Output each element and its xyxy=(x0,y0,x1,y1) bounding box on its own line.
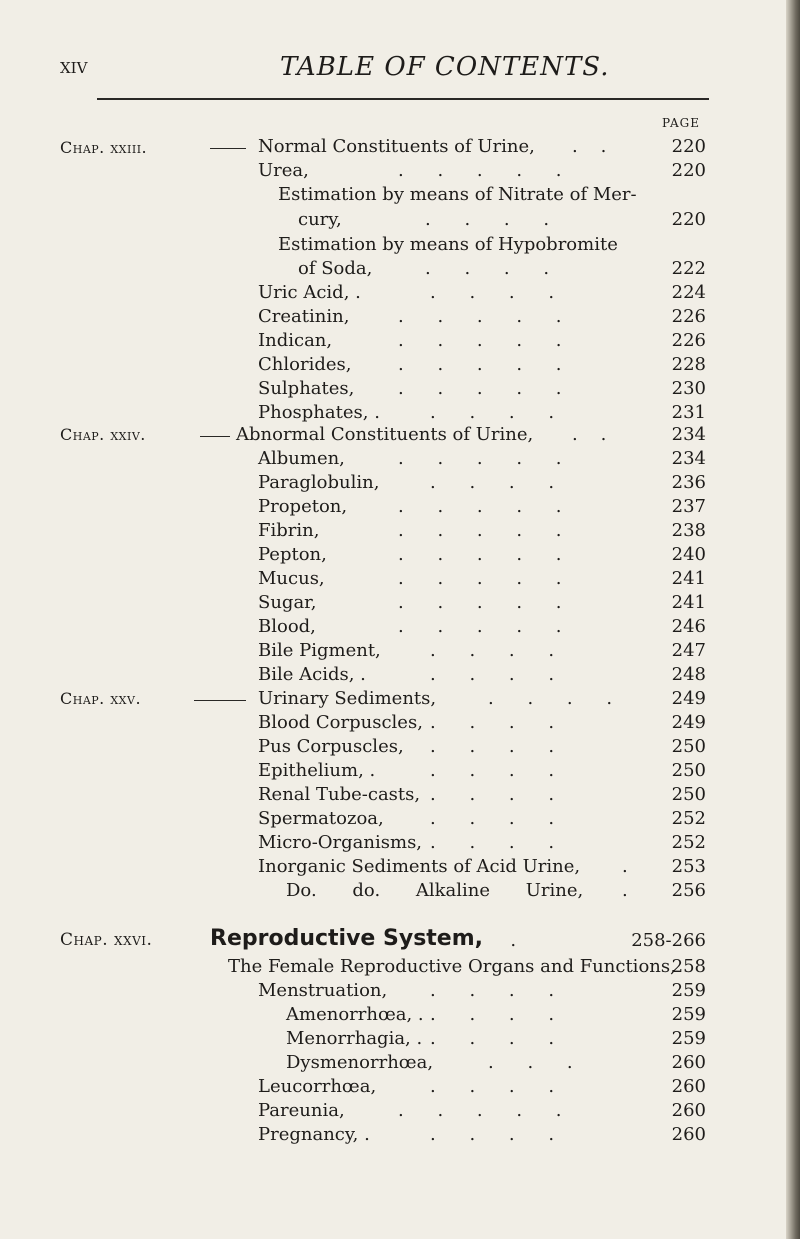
leader-dots: . . xyxy=(572,424,607,445)
toc-entry: Menorrhagia, . . . . . 259 xyxy=(286,1028,706,1049)
toc-entry: Pus Corpuscles, . . . . 250 xyxy=(258,736,706,757)
toc-entry: Pareunia, . . . . . 260 xyxy=(258,1100,706,1121)
page-ref: 258-266 xyxy=(631,930,706,951)
page-ref: 220 xyxy=(671,136,706,157)
toc-entry: Pepton, . . . . . 240 xyxy=(258,544,706,565)
toc-entry: Dysmenorrhœa, . . . 260 xyxy=(286,1052,706,1073)
page-ref: 234 xyxy=(671,424,706,445)
toc-entry: cury, . . . . 220 xyxy=(298,209,706,230)
book-edge xyxy=(786,0,800,1239)
header-rule xyxy=(97,98,709,100)
toc-entry: Paraglobulin, . . . . 236 xyxy=(258,472,706,493)
leader-dots: . . xyxy=(476,930,517,951)
toc-entry: Fibrin, . . . . . 238 xyxy=(258,520,706,541)
toc-entry: Urea, . . . . . 220 xyxy=(258,160,706,181)
toc-entry: Leucorrhœa, . . . . 260 xyxy=(258,1076,706,1097)
toc-entry: Blood, . . . . . 246 xyxy=(258,616,706,637)
toc-entry: Inorganic Sediments of Acid Urine, . 253 xyxy=(258,856,706,877)
dash-rule xyxy=(210,148,246,149)
chapter-heading-row xyxy=(0,926,786,956)
toc-entry: Renal Tube-casts, . . . . 250 xyxy=(258,784,706,805)
chapter-heading: Abnormal Constituents of Urine, xyxy=(236,424,534,445)
running-title: TABLE OF CONTENTS. xyxy=(280,52,610,82)
dash-rule xyxy=(194,700,246,701)
toc-entry: Indican, . . . . . 226 xyxy=(258,330,706,351)
toc-entry: Amenorrhœa, . . . . . 259 xyxy=(286,1004,706,1025)
toc-entry: Bile Acids, . . . . . 248 xyxy=(258,664,706,685)
toc-entry: Menstruation, . . . . 259 xyxy=(258,980,706,1001)
toc-entry: Chlorides, . . . . . 228 xyxy=(258,354,706,375)
toc-entry: Phosphates, . . . . . 231 xyxy=(258,402,706,423)
toc-entry: Albumen, . . . . . 234 xyxy=(258,448,706,469)
dash-rule xyxy=(200,436,230,437)
chapter-heading-row xyxy=(0,136,786,160)
toc-entry: Estimation by means of Hypobromite xyxy=(278,234,618,255)
toc-entry: Spermatozoa, . . . . 252 xyxy=(258,808,706,829)
chapter-heading-row xyxy=(0,424,786,448)
chapter-label-xxv: Chap. xxv. xyxy=(60,689,142,708)
chapter-heading: Normal Constituents of Urine, xyxy=(258,136,535,157)
toc-entry: Epithelium, . . . . . 250 xyxy=(258,760,706,781)
toc-entry: Sugar, . . . . . 241 xyxy=(258,592,706,613)
chapter-heading-row xyxy=(0,688,786,712)
toc-entry: Sulphates, . . . . . 230 xyxy=(258,378,706,399)
toc-entry: Blood Corpuscles, . . . . 249 xyxy=(258,712,706,733)
page-ref: 249 xyxy=(671,688,706,709)
page-column-label: PAGE xyxy=(662,116,700,130)
toc-entry: Micro-Organisms, . . . . 252 xyxy=(258,832,706,853)
toc-entry: Uric Acid, . . . . . 224 xyxy=(258,282,706,303)
leader-dots: . . xyxy=(572,136,607,157)
chapter-label-xxvi: Chap. xxvi. xyxy=(60,930,153,950)
leader-dots: . . . . xyxy=(488,688,613,709)
toc-entry: Do. do. Alkaline Urine, . 256 xyxy=(286,880,706,901)
section-heading: Reproductive System, xyxy=(210,926,484,951)
toc-entry: The Female Reproductive Organs and Functions, 258 xyxy=(228,956,706,977)
chapter-heading: Urinary Sediments, xyxy=(258,688,437,709)
toc-entry: Bile Pigment, . . . . 247 xyxy=(258,640,706,661)
chapter-label-xxiv: Chap. xxiv. xyxy=(60,425,146,444)
toc-entry: Estimation by means of Nitrate of Mer- xyxy=(278,184,637,205)
toc-entry: Propeton, . . . . . 237 xyxy=(258,496,706,517)
toc-entry: Mucus, . . . . . 241 xyxy=(258,568,706,589)
page-number: xiv xyxy=(60,54,88,79)
toc-entry: Creatinin, . . . . . 226 xyxy=(258,306,706,327)
toc-entry: of Soda, . . . . 222 xyxy=(298,258,706,279)
chapter-label-xxiii: Chap. xxiii. xyxy=(60,138,148,157)
toc-entry: Pregnancy, . . . . . 260 xyxy=(258,1124,706,1145)
